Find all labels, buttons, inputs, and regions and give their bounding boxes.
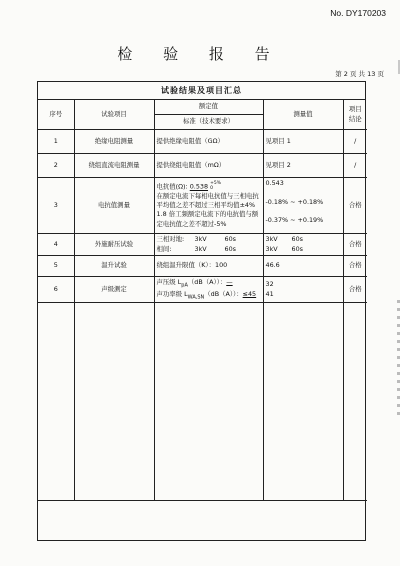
row-standard: 绕组温升限值（K）：100 [154,256,263,277]
row-result: 合格 [343,256,367,277]
row-number: 6 [38,277,74,303]
reactance-label: 电抗值(Ω): [156,182,190,191]
row-measured [263,277,343,303]
page-current: 2 [343,70,348,78]
empty-cell [154,303,263,501]
row-measured: 见项目 2 [263,154,343,178]
header-conclusion-line1: 项目 [348,105,362,114]
withstand-phase-ground: 三相对地: [156,235,185,244]
row-measured [263,178,343,234]
row-measured: 见项目 1 [263,130,343,154]
sound-power-label: 声功率级 L [156,289,188,298]
row-result: / [343,130,367,154]
empty-cell [343,303,367,501]
empty-cell [38,303,74,501]
results-sheet [37,81,366,541]
row-standard: 提供绕组电阻值（mΩ） [154,154,263,178]
table-row [38,178,367,234]
row-item: 外施耐压试验 [74,234,154,256]
sound-power-sub: WA,SN [187,293,205,300]
tolerance-minus: 0 [210,185,213,191]
table-row [38,277,367,303]
results-table [38,100,367,501]
measured-voltage-1: 3kV [265,235,278,244]
row-measured: 46.6 [263,256,343,277]
report-number: No. DY170203 [330,8,386,18]
row-measured [263,234,343,256]
row-number: 5 [38,256,74,277]
sound-pressure-sub: pA [181,282,188,289]
sound-pressure-limit: — [226,278,233,286]
header-row [38,100,367,115]
table-row [38,154,367,178]
row-item: 电抗值测量 [74,178,154,234]
sound-power-limit: ≤45 [242,289,257,298]
page-suffix: 页 [377,70,384,78]
header-conclusion-line2: 结论 [348,114,362,123]
table-row-empty [38,303,367,501]
row-standard [154,178,263,234]
page-prefix: 第 [335,70,342,78]
row-result: / [343,154,367,178]
table-row [38,234,367,256]
header-item: 试验项目 [74,100,154,130]
row-item: 声级测定 [74,277,154,303]
reactance-std-line1: 在额定电流下每相电抗值与三相电抗 [156,191,259,200]
row-standard: 提供绝缘电阻值（GΩ） [154,130,263,154]
page-indicator [335,69,384,78]
sound-pressure-unit: （dB（A））： [187,278,227,286]
row-item: 绕组直流电阻测量 [74,154,154,178]
tolerance-plus: +5% [210,181,221,187]
measured-sound-pressure: 32 [265,280,274,289]
row-result: 合格 [343,277,367,303]
measured-time-2: 60s [291,244,303,253]
reactance-rated [157,182,261,192]
header-measured: 测量值 [263,100,343,130]
sound-power-unit: （dB（A））： [204,289,243,298]
withstand-time-2: 60s [224,244,236,253]
measured-voltage-2: 3kV [265,244,278,253]
measured-sound-power: 41 [265,289,274,298]
withstand-phase-phase: 相间: [156,244,172,253]
measured-deviation-1: -0.18% ~ +0.18% [265,197,324,206]
reactance-std-line4: 定电抗值之差不超过-5% [156,219,227,228]
page-mid: 页 共 [349,70,366,78]
row-number: 2 [38,154,74,178]
table-row [38,130,367,154]
page-total: 13 [367,70,376,78]
row-standard [154,277,263,303]
header-standard: 标准（技术要求） [154,115,263,130]
header-seq: 序号 [38,100,74,130]
header-rated: 额定值 [154,100,263,115]
reactance-std-line3: 1.8 倍工频额定电流下的电抗值与额 [156,210,259,219]
measured-time-1: 60s [291,235,303,244]
reactance-std-line2: 平均值之差不超过三相平均值±4% [156,201,256,210]
row-item: 温升试验 [74,256,154,277]
row-number: 4 [38,234,74,256]
empty-cell [74,303,154,501]
reactance-value: 0.538 [189,182,209,191]
row-result: 合格 [343,234,367,256]
row-result: 合格 [343,178,367,234]
measured-reactance: 0.543 [265,179,284,187]
row-standard [154,234,263,256]
table-row [38,256,367,277]
sound-pressure-label: 声压级 L [156,278,182,286]
withstand-time-1: 60s [224,235,236,244]
table-title: 试验结果及项目汇总 [38,82,365,100]
row-number: 1 [38,130,74,154]
empty-cell [263,303,343,501]
row-number: 3 [38,178,74,234]
withstand-voltage-2: 3kV [194,244,207,253]
measured-deviation-2: -0.37% ~ +0.19% [265,216,324,225]
row-item: 绝缘电阻测量 [74,130,154,154]
withstand-voltage-1: 3kV [194,235,207,244]
header-conclusion [343,100,367,130]
document-title: 检 验 报 告 [117,45,283,63]
